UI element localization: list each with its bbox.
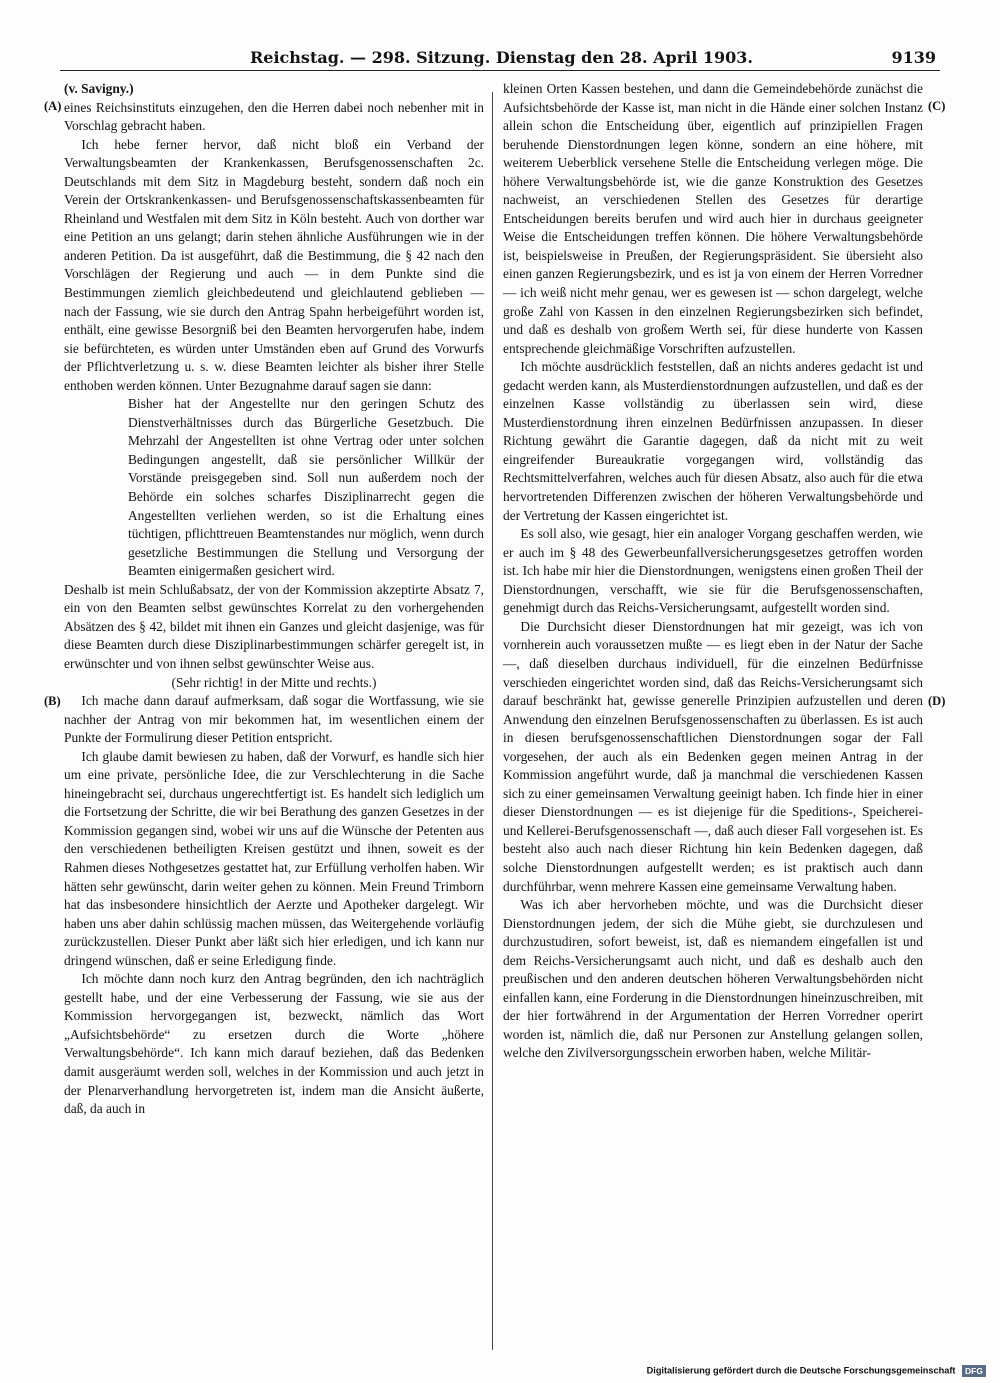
- right-column: [503, 80, 923, 1063]
- dfg-logo-icon: DFG: [962, 1365, 986, 1377]
- funding-footer: [647, 1365, 986, 1379]
- footer-text: Digitalisierung gefördert durch die Deutsche Forschungsgemeinschaft: [646, 1365, 956, 1376]
- paragraph: Ich hebe ferner hervor, daß nicht bloß ein Verband der Verwaltungsbeamten der Krankenkassen, Berufsgenossenschaften 2c. Deutschlands mit dem Sitz in Magdeburg besteht, sondern daß noch ein Verein der Ortskrankenkassen- und Berufsgenossenschaftskassenbeamten für Rheinland und Westfalen mit dem Sitz in Köln besteht. Auch von dorther war eine Petition an uns gelangt; darin stehen ähnliche Ausführungen wie in der anderen Petition. Da ist ausgeführt, daß die Bestimmung, die § 42 nach den Vorschlägen der Regierung und auch — in dem Punkte sind die Bestimmungen ziemlich gleichbedeutend und gleichlautend geblieben — nach der Fassung, wie sie durch den Antrag Spahn herbeigeführt worden ist, enthält, eine gewisse Besorgniß bei den Beamten hervorgerufen habe, indem sie befürchteten, es würden unter Umständen eben auf Grund des Vorwurfs der Pflichtverletzung u. s. w. diese Beamten leichter als bisher ihrer Stelle enthoben werden können. Unter Bezugnahme darauf sagen sie dann:: [64, 136, 484, 393]
- margin-marker-b: (B): [44, 694, 61, 708]
- page-title: Reichstag. — 298. Sitzung. Dienstag den 28. April 1903.: [250, 48, 753, 67]
- margin-marker-a: (A): [44, 99, 62, 113]
- page-header: [60, 46, 940, 71]
- paragraph: Ich möchte dann noch kurz den Antrag begründen, den ich nachträglich gestellt habe, und der eine Verbesserung der Fassung, wie sie aus der Kommission hervorgegangen ist, bezweckt, nämlich das Wort „Aufsichtsbehörde“ zu ersetzen durch die Worte „höhere Verwaltungsbehörde“. Ich kann mich darauf beziehen, daß das Bedenken damit ausgeräumt werden soll, welches in der Kommission und auch jetzt in der Plenarverhandlung hervorgetreten ist, indem man die Ansicht äußerte, daß, da auch in: [64, 971, 484, 1117]
- paragraph: Deshalb ist mein Schlußabsatz, der von der Kommission akzeptirte Absatz 7, ein von den Beamten selbst gewünschtes Korrelat zu den vorhergehenden Absätzen des § 42, bildet mit ihnen ein Ganzes und gleicht dasjenige, was für diese Beamten durch diese Disziplinarbestimmungen schärfer geregelt ist, in erwünschter und von ihnen selbst gewünschter Weise aus.: [64, 581, 484, 671]
- page-number: 9139: [891, 48, 936, 67]
- paragraph: Es soll also, wie gesagt, hier ein analoger Vorgang geschaffen werden, wie er auch im § 48 des Gewerbeunfallversicherungsgesetzes getroffen worden ist. Ich habe mir hier die Dienstordnungen, wenigstens einen großen Theil der Dienstordnungen, verschafft, wie sie für die Berufsgenossenschaften, genehmigt durch das Reichs-Versicherungsamt, aufgestellt worden sind.: [503, 526, 923, 616]
- paragraph: Was ich aber hervorheben möchte, und was die Durchsicht dieser Dienstordnungen jedem, der sich die Mühe giebt, sie durchzulesen und durchzustudiren, sofort beweist, ist, daß es niemandem eingefallen ist und dem Reichs-Versicherungsamt auch nicht, und daß es deshalb auch den preußischen und den anderen deutschen höheren Verwaltungsbehörden nicht einfallen kann, eine Forderung in die Dienstordnungen hineinzuschreiben, mit der hier fortwährend in der Argumentation der Herren Vorredner operirt worden ist, nämlich die, daß nur Personen zur Anstellung gelangen sollen, welche den Zivilversorgungsschein erworben haben, welche Militär-: [503, 897, 923, 1061]
- paragraph: Ich mache dann darauf aufmerksam, daß sogar die Wortfassung, wie sie nachher der Antrag von mir bekommen hat, im wesentlichen einem der Punkte der Formulirung dieser Petition entspricht.: [64, 693, 484, 746]
- paragraph: kleinen Orten Kassen bestehen, und dann die Gemeindebehörde zunächst die Aufsichtsbehörde der Kasse ist, man nicht in die Hände einer solchen Instanz allein schon die Entscheidung über, eigentlich auf prinzipiellen Fragen beruhende Dienstordnungen legen könne, sondern an eine höhere, mit weiterem Ueberblick versehene Stelle die Entscheidung verlegen möge. Die höhere Verwaltungsbehörde ist, wie die ganze Konstruktion des Gesetzes nachweist, an verschiedenen Stellen des Gesetzes für derartige Entscheidungen bereits berufen und wird auch hier in durchaus geeigneter Weise die Entscheidungen treffen können. Die höhere Verwaltungsbehörde ist, beispielsweise in Preußen, der Regierungspräsident. Sie übersieht also einen ganzen Regierungsbezirk, und es ist ja von einem der Herren Vorredner — ich weiß nicht mehr genau, wer es gewesen ist — schon dargelegt, welche große Zahl von Kassen in den einzelnen Regierungsbezirken sich befindet, und daß es deshalb von großem Werth sei, für diese hunderte von Kassen entsprechende gleichmäßige Vorschriften aufzustellen.: [503, 81, 923, 356]
- margin-marker-c: (C): [928, 99, 946, 113]
- paragraph: Die Durchsicht dieser Dienstordnungen hat mir gezeigt, was ich von vornherein auch voraussetzen mußte — es liegt eben in der Natur der Sache —, daß dieselben durchaus individuell, für die einzelnen Bedürfnisse verschieden eingerichtet worden sind, daß das Reichs-Versicherungsamt sich darauf beschränkt hat, gewisse generelle Prinzipien aufzustellen und deren Anwendung den einzelnen Berufsgenossenschaften zu überlassen. Es ist auch in diesen berufsgenossenschaftlichen Dienstordnungen sogar der Fall vorgesehen, der auch als ein Bedenken gegen meinen Antrag in der Kommission angeführt wurde, daß ja manchmal die verschiedenen Kassen sich zu einer gemeinsamen Verwaltung geeinigt haben. Ich finde hier in einer dieser Dienstordnungen — es ist diejenige für die Speditions-, Speicherei- und Kellerei-Berufsgenossenschaft —, daß auch dieser Fall vorgesehen ist. Es besteht also auch nach dieser Richtung hin kein Bedenken dagegen, daß solche Dienstordnungen aufgestellt werden; es ist praktisch auch dann durchführbar, wenn mehrere Kassen eine gemeinsame Verwaltung haben.: [503, 618, 923, 894]
- paragraph: Ich glaube damit bewiesen zu haben, daß der Vorwurf, es handle sich hier um eine private, persönliche Idee, die zur Verschlechterung in die Sache hineingebracht sei, durchaus ungerechtfertigt ist. Es handelt sich lediglich um die Fortsetzung der Schritte, die wir bei Berathung des ganzen Gesetzes in der Kommission gegangen sind, wobei wir uns auf die Wünsche der Petenten aus den verschiedenen betheiligten Kreisen gestützt und ihnen, soweit es der Rahmen dieses Nothgesetzes gestattet hat, zur Erfüllung verholfen haben. Wir hätten sehr gewünscht, darin weiter gehen zu können. Mein Freund Trimborn hat das insbesondere hinsichtlich der Aerzte und Apotheker dargelegt. Wir haben uns aber dahin schlüssig machen müssen, das Weitergehende vorläufig zurückzustellen. Dieser Punkt aber läßt sich hier erledigen, und ich kann nur dringend wünschen, daß er seine Erledigung finde.: [64, 748, 484, 968]
- paragraph: Ich möchte ausdrücklich feststellen, daß an nichts anderes gedacht ist und gedacht werden kann, als Musterdienstordnungen aufzustellen, und daß es der einzelnen Kasse vollständig zu überlassen sein wird, diese Musterdienstordnung ihren einzelnen Bedürfnissen anzupassen. In dieser Richtung gewährt die Garantie dagegen, daß da nicht mit zu weit eingreifender Bureaukratie vorgegangen wird, vollständig das Rechtsmittelverfahren, welches auch für diesen Absatz, also auch für die etwa hervortretenden Differenzen zwischen der höheren Verwaltungsbehörde und der Vertretung der Kassen eingerichtet ist.: [503, 359, 923, 523]
- margin-marker-d: (D): [928, 694, 946, 708]
- interjection: (Sehr richtig! in der Mitte und rechts.): [171, 674, 377, 690]
- speaker-label: (v. Savigny.): [64, 81, 134, 96]
- column-divider: [492, 92, 493, 1350]
- left-column: [64, 80, 484, 1119]
- quoted-petition: Bisher hat der Angestellte nur den geringen Schutz des Dienstverhältnisses durch das Bürgerliche Gesetzbuch. Die Mehrzahl der Angestellten ist ohne Vertrag oder unter solchen Bedingungen angestellt, daß sie persönlicher Willkür der Vorstände preisgegeben sind. Soll nun außerdem noch der Behörde ein solches scharfes Disziplinarrecht gegen die Angestellten verliehen werden, so ist die Erhaltung eines tüchtigen, pflichttreuen Beamtenstandes nur möglich, wenn durch gesetzliche Bestimmungen die Stellung und Versorgung der Beamten einigermaßen gesichert wird.: [128, 396, 484, 579]
- paragraph: eines Reichsinstituts einzugehen, den die Herren dabei noch nebenher mit in Vorschlag gebracht haben.: [64, 99, 484, 134]
